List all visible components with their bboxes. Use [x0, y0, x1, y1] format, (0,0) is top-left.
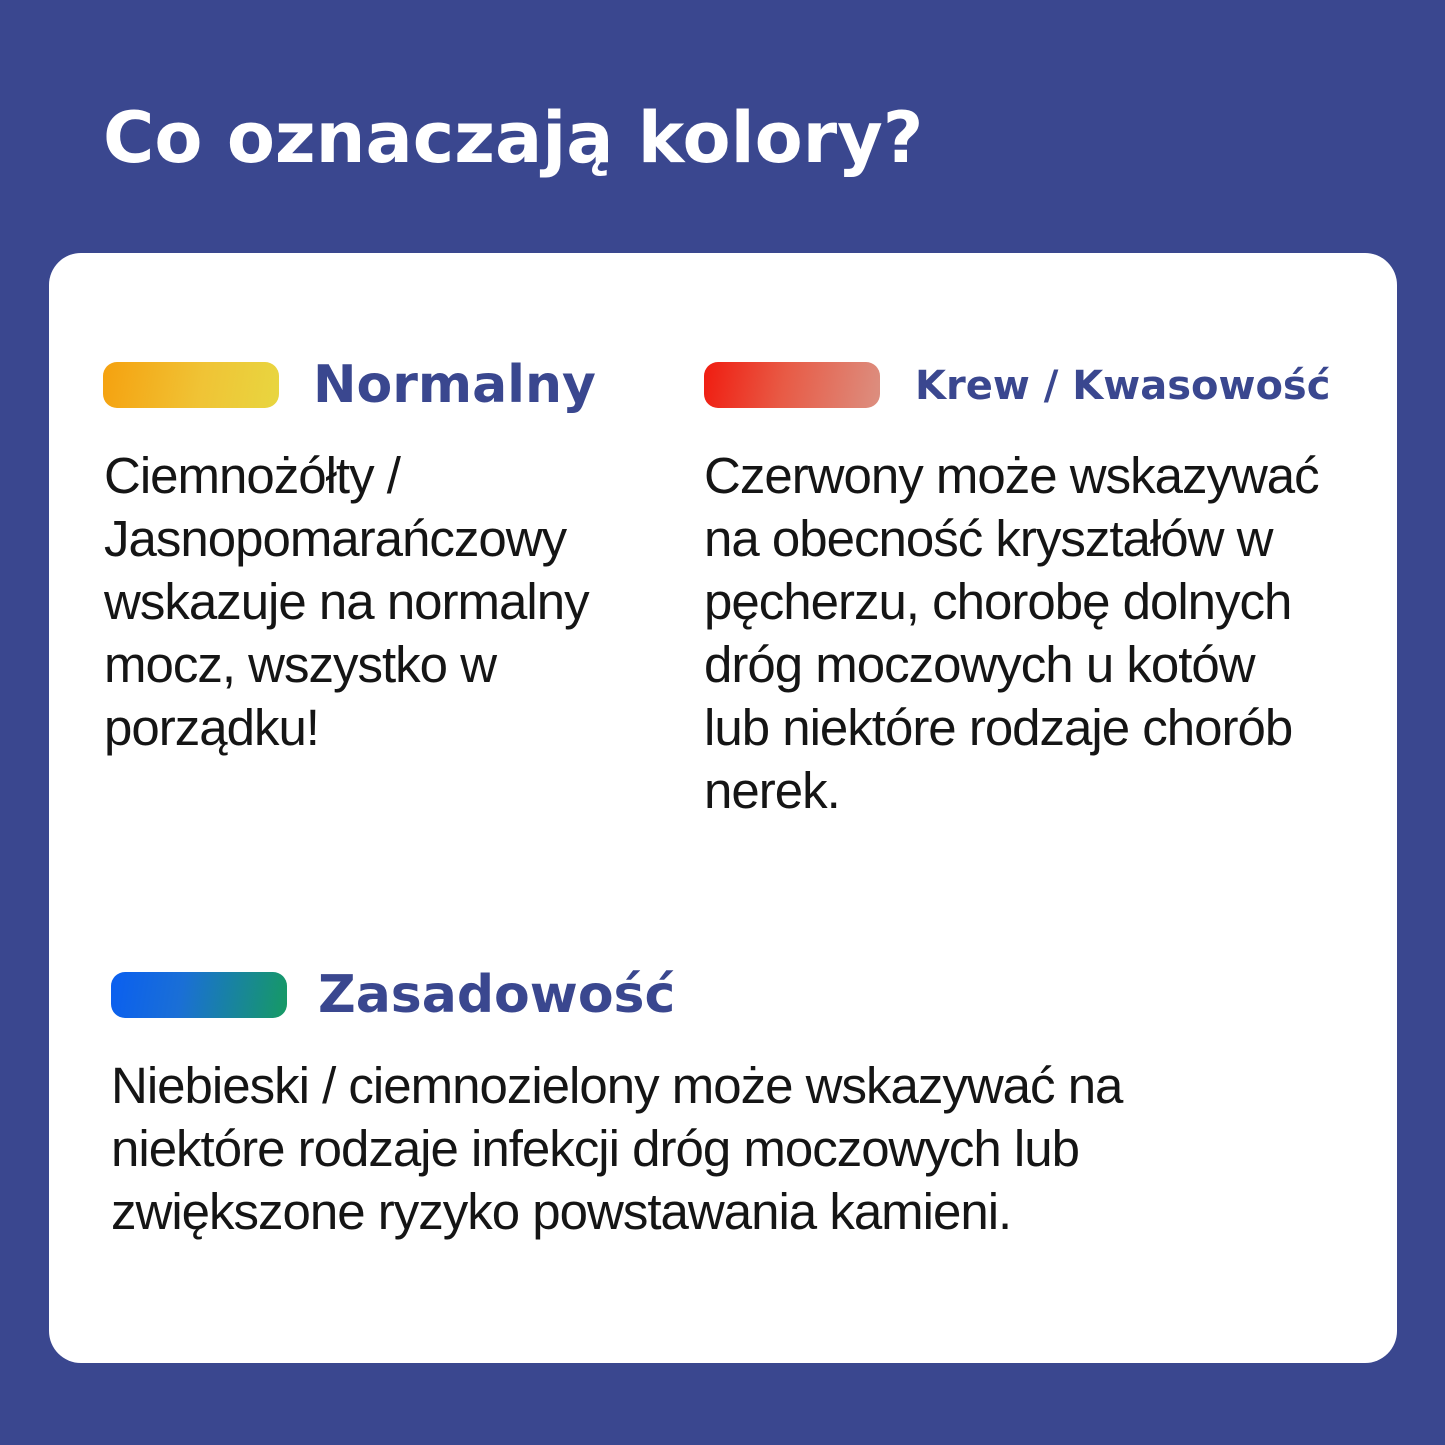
description-line: Niebieski / ciemnozielony może wskazywać na: [111, 1057, 1123, 1114]
section-heading-zasadowosc: Zasadowość: [318, 965, 676, 1025]
description-line: Ciemnożółty /: [104, 447, 400, 504]
section-heading-normalny: Normalny: [313, 355, 596, 415]
description-line: dróg moczowych u kotów: [704, 636, 1255, 693]
orange-yellow-gradient-swatch: [103, 362, 279, 408]
description-line: Jasnopomarańczowy: [104, 510, 567, 567]
description-line: zwiększone ryzyko powstawania kamieni.: [111, 1183, 1012, 1240]
section-description-zasadowosc: [111, 1054, 1122, 1243]
section-description-krew-kwasowosc: [704, 444, 1319, 822]
description-line: Czerwony może wskazywać: [704, 447, 1319, 504]
description-line: na obecność kryształów w: [704, 510, 1273, 567]
description-line: pęcherzu, chorobę dolnych: [704, 573, 1292, 630]
description-line: porządku!: [104, 699, 319, 756]
page-title: Co oznaczają kolory?: [103, 97, 924, 179]
description-line: lub niektóre rodzaje chorób: [704, 699, 1293, 756]
blue-green-gradient-swatch: [111, 972, 287, 1018]
section-description-normalny: [104, 444, 589, 759]
description-line: nerek.: [704, 762, 840, 819]
description-line: mocz, wszystko w: [104, 636, 497, 693]
red-gradient-swatch: [704, 362, 880, 408]
section-heading-krew-kwasowosc: Krew / Kwasowość: [915, 363, 1331, 409]
description-line: wskazuje na normalny: [104, 573, 589, 630]
description-line: niektóre rodzaje infekcji dróg moczowych lub: [111, 1120, 1079, 1177]
